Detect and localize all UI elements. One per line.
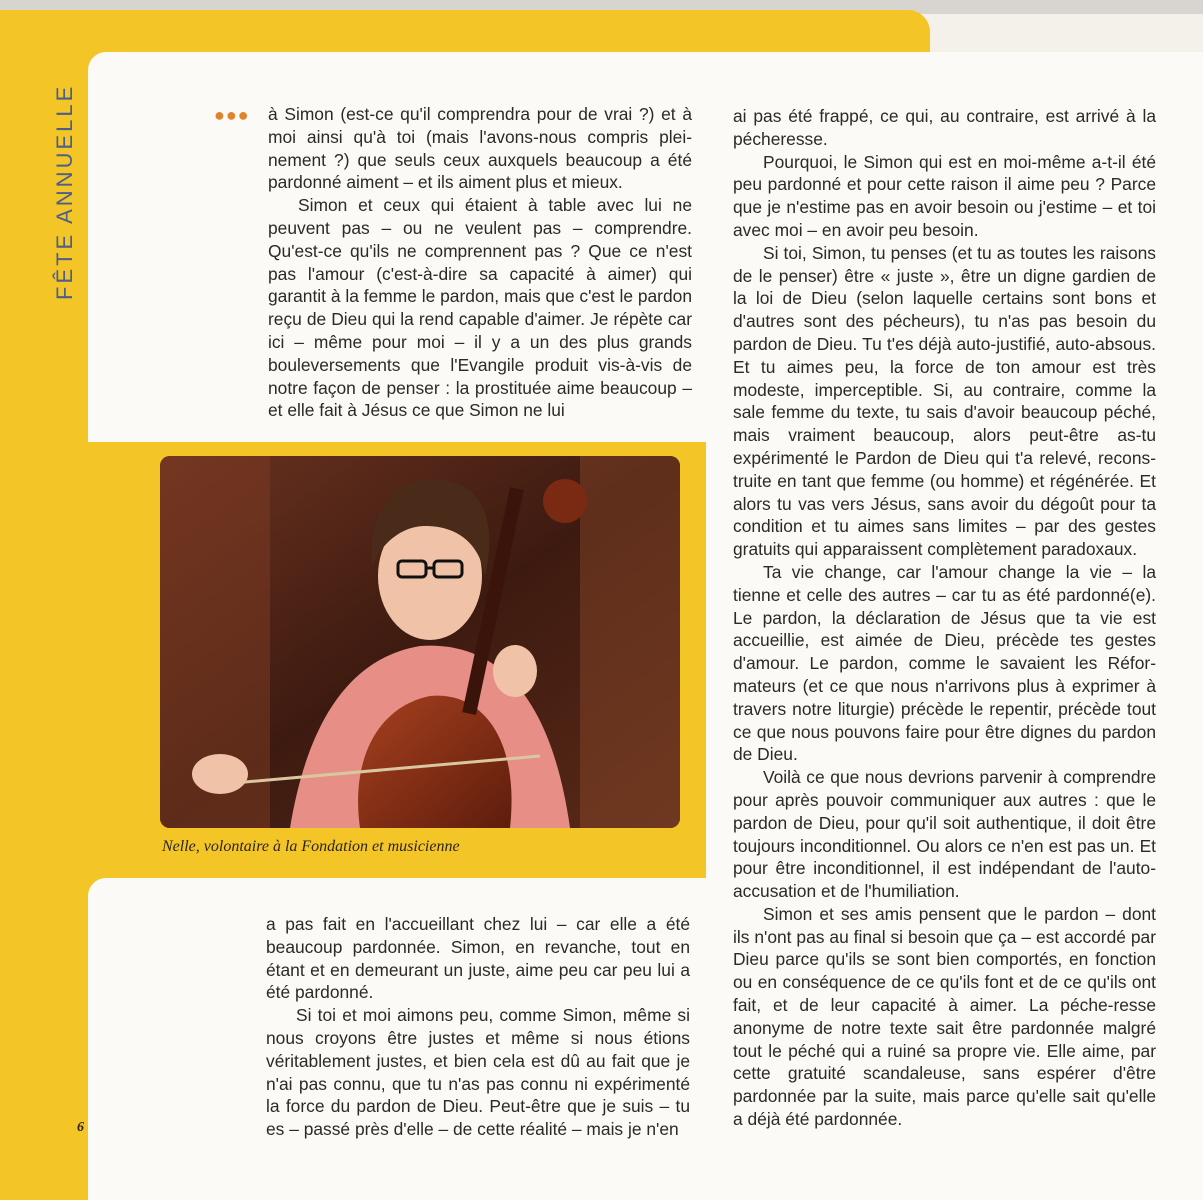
paragraph: Si toi, Simon, tu penses (et tu as toutes les raisons de le penser) être « juste », être un digne gardien de la loi de Dieu (selon laquelle certains sont bons et d'autres sont des pécheurs), tu n'as pas besoin du pardon de Dieu. Tu t'es déjà auto-justifié, auto-absous. Et tu aimes peu, la force de ton amour est très modeste, imperceptible. Si, au contraire, comme la sale femme du texte, tu sais d'avoir beaucoup péché, mais vraiment beaucoup, alors peut-être as-tu expérimenté le Pardon de Dieu qui t'a relevé, recons-truite en tant que femme (ou homme) et régénérée. Et alors tu vas vers Jésus, sans avoir du dégoût pour ta condition et tu aimes sans limites – par des gestes gratuits qui apparaissent complètement paradoxaux.	[733, 242, 1156, 560]
paragraph: Si toi et moi aimons peu, comme Simon, même si nous croyons être justes et même si nous étions véritablement justes, et bien cela est dû au fait que je n'ai pas connu, que tu n'as pas connu ni expérimenté la force du pardon de Dieu. Peut-être que je suis – tu es – passé près d'elle – de cette réalité – mais je n'en	[266, 1005, 690, 1140]
cellist-illustration	[160, 456, 680, 828]
article-column-right	[733, 105, 1156, 1131]
page-number: 6	[77, 1120, 84, 1135]
paragraph: a pas fait en l'accueillant chez lui – car elle a été beaucoup pardonnée. Simon, en revanche, tout en étant et en demeurant un juste, aime peu car peu lui a été pardonné.	[266, 914, 690, 1003]
photo-caption: Nelle, volontaire à la Fondation et musicienne	[162, 838, 460, 855]
paragraph: Simon et ceux qui étaient à table avec lui ne peuvent pas – ou ne veulent pas – comprendre. Qu'est-ce qu'ils ne comprennent pas ? Que ce n'est pas l'amour (c'est-à-dire sa capacité à aimer) qui garantit à la femme le pardon, mais que c'est le pardon reçu de Dieu qui la rend capable d'aimer. Je répète car ici – même pour moi – il y a un des plus grands bouleversements que l'Evangile produit vis-à-vis de notre façon de penser : la prostituée aime beaucoup – et elle fait à Jésus ce que Simon ne lui	[268, 195, 692, 421]
paragraph: Pourquoi, le Simon qui est en moi-même a-t-il été peu pardonné et pour cette raison il aime peu ? Parce que je n'estime pas en avoir besoin ou j'estime – et toi avec moi – en avoir peu besoin.	[733, 151, 1156, 240]
paragraph: à Simon (est-ce qu'il comprendra pour de vrai ?) et à moi ainsi qu'à toi (mais l'avons-nous compris plei-nement ?) que seuls ceux auxquels beaucoup a été pardonné aiment – et ils aiment plus et mieux.	[268, 104, 692, 193]
paragraph: ai pas été frappé, ce qui, au contraire, est arrivé à la pécheresse.	[733, 106, 1156, 149]
continuation-bullets-icon: ●●●	[214, 105, 250, 125]
section-label: FÊTE ANNUELLE	[52, 83, 77, 300]
article-column-bottom-left	[266, 913, 690, 1141]
paragraph: Voilà ce que nous devrions parvenir à comprendre pour après pouvoir communiquer aux autres : que le pardon de Dieu, pour qu'il soit authentique, il doit être toujours inconditionnel. Ou alors ce n'en est pas un. Et pour être inconditionnel, il est indépendant de l'auto-accusation et de l'humiliation.	[733, 767, 1156, 902]
paragraph: Ta vie change, car l'amour change la vie – la tienne et celle des autres – car tu as été pardonné(e). Le pardon, la déclaration de Jésus que ta vie est accueillie, est aimée de Dieu, précède tes gestes d'amour. Le pardon, comme le savaient les Réfor-mateurs (et ce que nous n'arrivons plus à exprimer à travers notre liturgie) précède le repentir, précède tout ce que nous pouvons faire pour être dignes du pardon de Dieu.	[733, 561, 1156, 765]
paragraph: Simon et ses amis pensent que le pardon – dont ils n'ont pas au final si besoin que ça – est accordé par Dieu parce qu'ils se sont bien comportés, en fonction ou en conséquence de ce qu'ils font et de ce qu'ils ont fait, et de leur capacité à aimer. La péche-resse anonyme de notre texte sait être pardonnée malgré tout le péché qui a ruiné sa propre vie. Elle aime, par cette gratuité scandaleuse, sans espérer d'être pardonnée par la suite, mais parce qu'elle sait qu'elle a déjà été pardonnée.	[733, 903, 1156, 1130]
cellist-photo	[160, 456, 680, 828]
article-column-top-left	[268, 103, 692, 422]
